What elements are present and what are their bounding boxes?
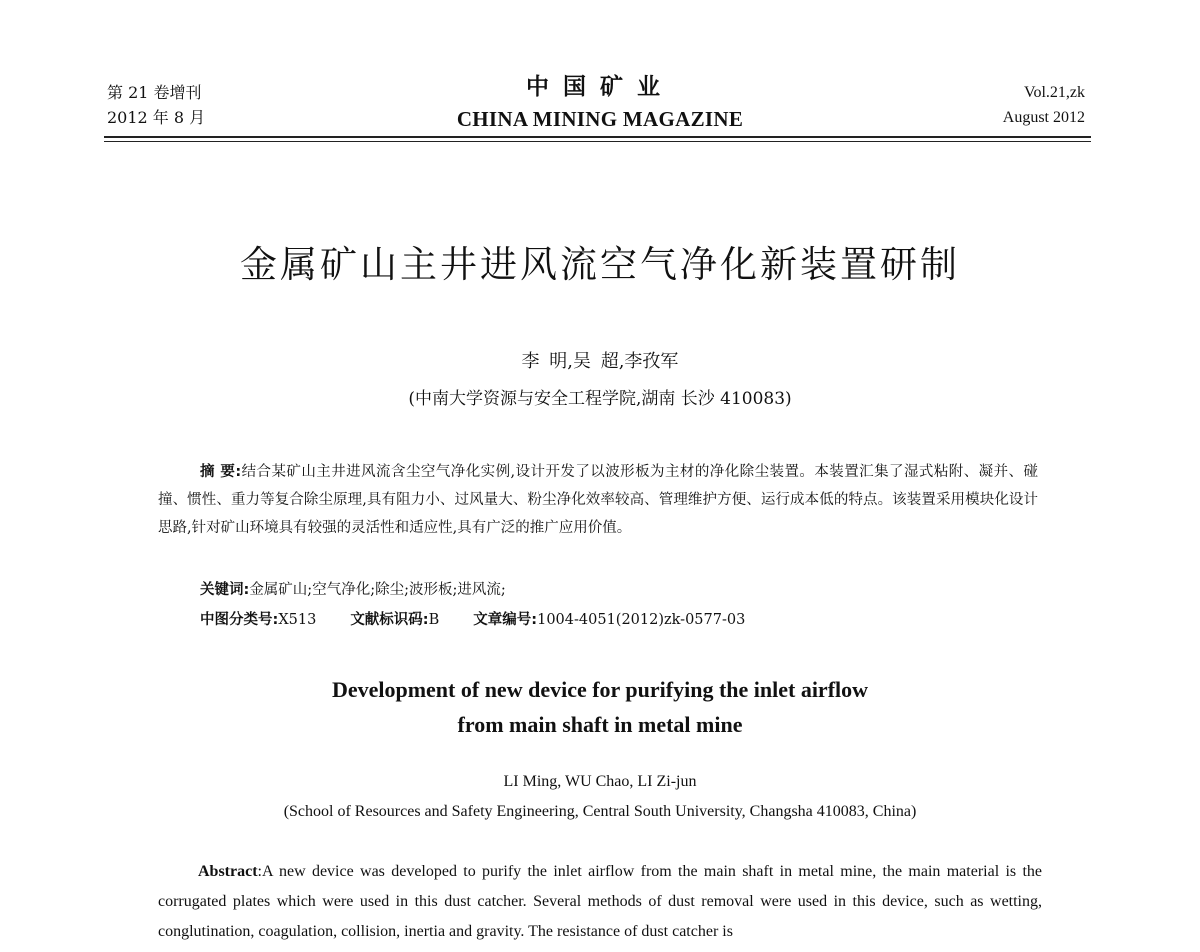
header-rule-thin	[104, 141, 1091, 142]
doc-code-label: 文献标识码:	[350, 612, 429, 628]
article-number-label: 文章编号:	[473, 612, 538, 628]
volume-issue-cn: 第 21 卷增刊	[107, 83, 202, 102]
journal-name-cn: 中国矿业	[526, 74, 674, 100]
doc-code-value: B	[428, 612, 440, 628]
date-cn: 2012 年 8 月	[107, 108, 206, 127]
abstract-cn-label: 摘 要:	[200, 464, 242, 480]
abstract-en-text: :A new device was developed to purify the inlet airflow from the main shaft in metal mine, the main material is the corrugated plates which were used in this dust catcher. Several methods of dust removal were used in this device, such as wetting, conglutination, coagulation, collision, inertia and gravity. The resistance of dust catcher is	[158, 863, 1042, 940]
affiliation-en: (School of Resources and Safety Engineering, Central South University, Changsha 410083, China)	[283, 803, 917, 820]
abstract-en-label: Abstract	[198, 863, 258, 880]
keywords-cn-label: 关键词:	[200, 582, 250, 598]
journal-name-en: CHINA MINING MAGAZINE	[456, 107, 744, 131]
abstract-cn-text: 结合某矿山主井进风流含尘空气净化实例,设计开发了以波形板为主材的净化除尘装置。本装置汇集了湿式粘附、凝并、碰撞、惯性、重力等复合除尘原理,具有阻力小、过风量大、粉尘净化效率较高、管理维护方便、运行成本低的特点。该装置采用模块化设计思路,针对矿山环境具有较强的灵活性和适应性,具有广泛的推广应用价值。	[158, 464, 1038, 536]
article-number-value: 1004-4051(2012)zk-0577-03	[537, 612, 746, 628]
article-title-en-line2: from main shaft in metal mine	[457, 712, 743, 737]
classification-line	[200, 607, 745, 633]
header-right	[1003, 80, 1085, 130]
article-title-en	[0, 672, 1200, 742]
article-title-cn: 金属矿山主井进风流空气净化新装置研制	[240, 243, 960, 286]
clc-value: X513	[278, 612, 317, 628]
clc-label: 中图分类号:	[200, 612, 279, 628]
date-en: August 2012	[1002, 109, 1085, 126]
keywords-cn-text: 金属矿山;空气净化;除尘;波形板;进风流;	[249, 582, 506, 598]
abstract-en	[158, 857, 1042, 947]
keywords-cn	[200, 577, 506, 603]
header-rule-thick	[104, 136, 1091, 138]
authors-en: LI Ming, WU Chao, LI Zi-jun	[503, 773, 697, 790]
article-title-en-line1: Development of new device for purifying the inlet airflow	[331, 677, 869, 702]
authors-cn: 李 明,吴 超,李孜军	[521, 351, 679, 372]
affiliation-cn: (中南大学资源与安全工程学院,湖南 长沙 410083)	[408, 389, 792, 409]
volume-issue-en: Vol.21,zk	[1023, 84, 1085, 101]
abstract-cn	[158, 458, 1038, 542]
